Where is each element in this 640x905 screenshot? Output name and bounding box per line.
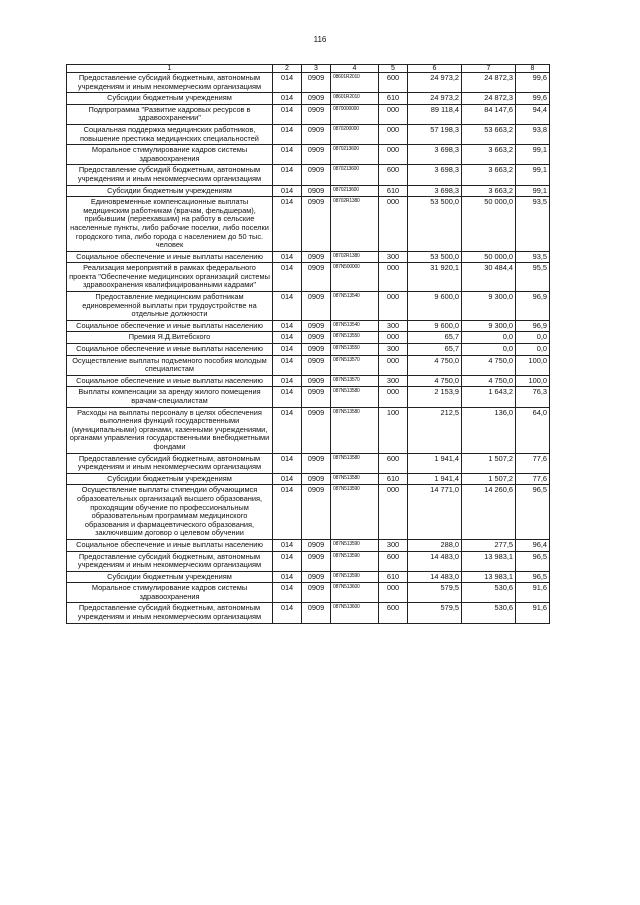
table-row bbox=[67, 185, 550, 197]
target-article-cell: 087N513580 bbox=[331, 453, 379, 473]
row-name-cell: Социальное обеспечение и иные выплаты населению bbox=[67, 344, 273, 356]
executed-amount-cell: 3 663,2 bbox=[462, 185, 516, 197]
row-name-cell: Субсидии бюджетным учреждениям bbox=[67, 473, 273, 485]
row-name-cell: Предоставление субсидий бюджетным, автономным учреждениям и иным некоммерческим организациям bbox=[67, 603, 273, 623]
row-name-cell: Осуществление выплаты подъемного пособия молодым специалистам bbox=[67, 355, 273, 375]
target-article-cell: 08702R1380 bbox=[331, 251, 379, 263]
planned-amount-cell: 24 973,2 bbox=[408, 93, 462, 105]
expense-type-cell: 000 bbox=[379, 387, 408, 407]
percent-cell: 96,5 bbox=[516, 571, 550, 583]
expense-type-cell: 300 bbox=[379, 539, 408, 551]
executed-amount-cell: 136,0 bbox=[462, 407, 516, 453]
section-code-cell: 0909 bbox=[302, 551, 331, 571]
section-code-cell: 0909 bbox=[302, 320, 331, 332]
percent-cell: 91,6 bbox=[516, 583, 550, 603]
expense-type-cell: 000 bbox=[379, 197, 408, 252]
section-code-cell: 0909 bbox=[302, 332, 331, 344]
ministry-code-cell: 014 bbox=[273, 539, 302, 551]
expense-type-cell: 610 bbox=[379, 473, 408, 485]
percent-cell: 96,4 bbox=[516, 539, 550, 551]
section-code-cell: 0909 bbox=[302, 145, 331, 165]
row-name-cell: Социальное обеспечение и иные выплаты населению bbox=[67, 251, 273, 263]
table-row bbox=[67, 603, 550, 623]
row-name-cell: Расходы на выплаты персоналу в целях обеспечения выполнения функций государственными (муниципальными) органами, казенными учреждениями, органами управления государственными внебюджетными фондами bbox=[67, 407, 273, 453]
row-name-cell: Подпрограмма "Развитие кадровых ресурсов в здравоохранении" bbox=[67, 104, 273, 124]
row-name-cell: Субсидии бюджетным учреждениям bbox=[67, 185, 273, 197]
target-article-cell: 087N513540 bbox=[331, 292, 379, 321]
planned-amount-cell: 65,7 bbox=[408, 332, 462, 344]
planned-amount-cell: 14 483,0 bbox=[408, 551, 462, 571]
ministry-code-cell: 014 bbox=[273, 197, 302, 252]
executed-amount-cell: 530,6 bbox=[462, 583, 516, 603]
table-row bbox=[67, 73, 550, 93]
planned-amount-cell: 3 698,3 bbox=[408, 145, 462, 165]
target-article-cell: 0870213600 bbox=[331, 185, 379, 197]
section-code-cell: 0909 bbox=[302, 93, 331, 105]
executed-amount-cell: 9 300,0 bbox=[462, 292, 516, 321]
section-code-cell: 0909 bbox=[302, 485, 331, 540]
ministry-code-cell: 014 bbox=[273, 485, 302, 540]
percent-cell: 64,0 bbox=[516, 407, 550, 453]
target-article-cell: 087N513600 bbox=[331, 603, 379, 623]
percent-cell: 99,1 bbox=[516, 185, 550, 197]
percent-cell: 99,1 bbox=[516, 145, 550, 165]
table-row bbox=[67, 93, 550, 105]
section-code-cell: 0909 bbox=[302, 104, 331, 124]
executed-amount-cell: 277,5 bbox=[462, 539, 516, 551]
percent-cell: 77,6 bbox=[516, 453, 550, 473]
executed-amount-cell: 4 750,0 bbox=[462, 355, 516, 375]
executed-amount-cell: 0,0 bbox=[462, 344, 516, 356]
row-name-cell: Предоставление субсидий бюджетным, автономным учреждениям и иным некоммерческим организациям bbox=[67, 551, 273, 571]
ministry-code-cell: 014 bbox=[273, 603, 302, 623]
ministry-code-cell: 014 bbox=[273, 263, 302, 292]
table-row bbox=[67, 263, 550, 292]
row-name-cell: Социальная поддержка медицинских работников, повышение престижа медицинских специальностей bbox=[67, 124, 273, 144]
executed-amount-cell: 1 643,2 bbox=[462, 387, 516, 407]
table-row bbox=[67, 539, 550, 551]
row-name-cell: Выплаты компенсации за аренду жилого помещения врачам-специалистам bbox=[67, 387, 273, 407]
row-name-cell: Единовременные компенсационные выплаты медицинским работникам (врачам, фельдшерам), прибывшим (переехавшим) на работу в сельские населенные пункты, либо рабочие поселки, либо поселки городского типа, либо города с населением до 50 тыс. человек bbox=[67, 197, 273, 252]
ministry-code-cell: 014 bbox=[273, 104, 302, 124]
target-article-cell: 087N513590 bbox=[331, 485, 379, 540]
table-row bbox=[67, 292, 550, 321]
section-code-cell: 0909 bbox=[302, 344, 331, 356]
table-row bbox=[67, 251, 550, 263]
executed-amount-cell: 50 000,0 bbox=[462, 197, 516, 252]
percent-cell: 95,5 bbox=[516, 263, 550, 292]
percent-cell: 76,3 bbox=[516, 387, 550, 407]
column-header-4: 4 bbox=[331, 65, 379, 73]
ministry-code-cell: 014 bbox=[273, 332, 302, 344]
executed-amount-cell: 9 300,0 bbox=[462, 320, 516, 332]
table-row bbox=[67, 485, 550, 540]
target-article-cell: 08601R2010 bbox=[331, 93, 379, 105]
table-row bbox=[67, 145, 550, 165]
planned-amount-cell: 65,7 bbox=[408, 344, 462, 356]
expense-type-cell: 300 bbox=[379, 344, 408, 356]
ministry-code-cell: 014 bbox=[273, 583, 302, 603]
section-code-cell: 0909 bbox=[302, 375, 331, 387]
executed-amount-cell: 24 872,3 bbox=[462, 73, 516, 93]
executed-amount-cell: 1 507,2 bbox=[462, 453, 516, 473]
expense-type-cell: 000 bbox=[379, 145, 408, 165]
ministry-code-cell: 014 bbox=[273, 320, 302, 332]
target-article-cell: 087N513580 bbox=[331, 387, 379, 407]
target-article-cell: 087N513580 bbox=[331, 407, 379, 453]
planned-amount-cell: 212,5 bbox=[408, 407, 462, 453]
target-article-cell: 087N513590 bbox=[331, 539, 379, 551]
table-row bbox=[67, 583, 550, 603]
expense-type-cell: 610 bbox=[379, 185, 408, 197]
row-name-cell: Осуществление выплаты стипендии обучающимся образовательных организаций высшего образования, проходящим обучение по профессиональным образовательным программам медицинского образования и фармацевтического образования, заключившим договор о целевом обучении bbox=[67, 485, 273, 540]
ministry-code-cell: 014 bbox=[273, 165, 302, 185]
planned-amount-cell: 2 153,9 bbox=[408, 387, 462, 407]
table-row bbox=[67, 124, 550, 144]
percent-cell: 77,6 bbox=[516, 473, 550, 485]
section-code-cell: 0909 bbox=[302, 453, 331, 473]
section-code-cell: 0909 bbox=[302, 292, 331, 321]
percent-cell: 100,0 bbox=[516, 375, 550, 387]
table-row bbox=[67, 332, 550, 344]
executed-amount-cell: 1 507,2 bbox=[462, 473, 516, 485]
planned-amount-cell: 14 483,0 bbox=[408, 571, 462, 583]
row-name-cell: Моральное стимулирование кадров системы здравоохранения bbox=[67, 583, 273, 603]
target-article-cell: 087N513550 bbox=[331, 332, 379, 344]
target-article-cell: 087N513590 bbox=[331, 551, 379, 571]
table-row bbox=[67, 104, 550, 124]
planned-amount-cell: 1 941,4 bbox=[408, 453, 462, 473]
target-article-cell: 0870213600 bbox=[331, 145, 379, 165]
target-article-cell: 087N513550 bbox=[331, 344, 379, 356]
expense-type-cell: 600 bbox=[379, 453, 408, 473]
planned-amount-cell: 31 920,1 bbox=[408, 263, 462, 292]
expense-type-cell: 600 bbox=[379, 551, 408, 571]
target-article-cell: 087N513590 bbox=[331, 571, 379, 583]
table-row bbox=[67, 165, 550, 185]
percent-cell: 93,8 bbox=[516, 124, 550, 144]
section-code-cell: 0909 bbox=[302, 185, 331, 197]
percent-cell: 0,0 bbox=[516, 344, 550, 356]
planned-amount-cell: 53 500,0 bbox=[408, 251, 462, 263]
target-article-cell: 087N513540 bbox=[331, 320, 379, 332]
planned-amount-cell: 9 600,0 bbox=[408, 292, 462, 321]
section-code-cell: 0909 bbox=[302, 407, 331, 453]
planned-amount-cell: 1 941,4 bbox=[408, 473, 462, 485]
section-code-cell: 0909 bbox=[302, 603, 331, 623]
section-code-cell: 0909 bbox=[302, 473, 331, 485]
ministry-code-cell: 014 bbox=[273, 251, 302, 263]
expense-type-cell: 000 bbox=[379, 263, 408, 292]
expense-type-cell: 300 bbox=[379, 251, 408, 263]
table-row bbox=[67, 473, 550, 485]
row-name-cell: Предоставление медицинским работникам единовременной выплаты при трудоустройстве на отдельные должности bbox=[67, 292, 273, 321]
column-header-3: 3 bbox=[302, 65, 331, 73]
table-row bbox=[67, 551, 550, 571]
percent-cell: 96,5 bbox=[516, 485, 550, 540]
column-header-6: 6 bbox=[408, 65, 462, 73]
executed-amount-cell: 84 147,6 bbox=[462, 104, 516, 124]
ministry-code-cell: 014 bbox=[273, 124, 302, 144]
ministry-code-cell: 014 bbox=[273, 407, 302, 453]
ministry-code-cell: 014 bbox=[273, 551, 302, 571]
planned-amount-cell: 4 750,0 bbox=[408, 355, 462, 375]
section-code-cell: 0909 bbox=[302, 251, 331, 263]
planned-amount-cell: 3 698,3 bbox=[408, 165, 462, 185]
expense-type-cell: 600 bbox=[379, 165, 408, 185]
row-name-cell: Предоставление субсидий бюджетным, автономным учреждениям и иным некоммерческим организациям bbox=[67, 73, 273, 93]
row-name-cell: Реализация мероприятий в рамках федерального проекта "Обеспечение медицинских организаций системы здравоохранения квалифицированными кадрами" bbox=[67, 263, 273, 292]
table-row bbox=[67, 387, 550, 407]
executed-amount-cell: 0,0 bbox=[462, 332, 516, 344]
row-name-cell: Премия Я.Д.Витебского bbox=[67, 332, 273, 344]
planned-amount-cell: 4 750,0 bbox=[408, 375, 462, 387]
section-code-cell: 0909 bbox=[302, 197, 331, 252]
ministry-code-cell: 014 bbox=[273, 344, 302, 356]
executed-amount-cell: 530,6 bbox=[462, 603, 516, 623]
row-name-cell: Субсидии бюджетным учреждениям bbox=[67, 571, 273, 583]
column-header-2: 2 bbox=[273, 65, 302, 73]
percent-cell: 91,6 bbox=[516, 603, 550, 623]
expense-type-cell: 000 bbox=[379, 583, 408, 603]
row-name-cell: Моральное стимулирование кадров системы здравоохранения bbox=[67, 145, 273, 165]
executed-amount-cell: 53 663,2 bbox=[462, 124, 516, 144]
expense-type-cell: 000 bbox=[379, 124, 408, 144]
expense-type-cell: 000 bbox=[379, 332, 408, 344]
table-row bbox=[67, 571, 550, 583]
row-name-cell: Социальное обеспечение и иные выплаты населению bbox=[67, 320, 273, 332]
executed-amount-cell: 13 983,1 bbox=[462, 551, 516, 571]
table-row bbox=[67, 355, 550, 375]
expense-type-cell: 600 bbox=[379, 73, 408, 93]
ministry-code-cell: 014 bbox=[273, 93, 302, 105]
row-name-cell: Социальное обеспечение и иные выплаты населению bbox=[67, 539, 273, 551]
executed-amount-cell: 24 872,3 bbox=[462, 93, 516, 105]
target-article-cell: 087N513570 bbox=[331, 355, 379, 375]
planned-amount-cell: 9 600,0 bbox=[408, 320, 462, 332]
table-row bbox=[67, 375, 550, 387]
planned-amount-cell: 57 198,3 bbox=[408, 124, 462, 144]
table-row bbox=[67, 407, 550, 453]
executed-amount-cell: 50 000,0 bbox=[462, 251, 516, 263]
table-row bbox=[67, 320, 550, 332]
percent-cell: 0,0 bbox=[516, 332, 550, 344]
ministry-code-cell: 014 bbox=[273, 145, 302, 165]
ministry-code-cell: 014 bbox=[273, 73, 302, 93]
ministry-code-cell: 014 bbox=[273, 387, 302, 407]
target-article-cell: 08702R1380 bbox=[331, 197, 379, 252]
row-name-cell: Предоставление субсидий бюджетным, автономным учреждениям и иным некоммерческим организациям bbox=[67, 453, 273, 473]
expense-type-cell: 000 bbox=[379, 292, 408, 321]
target-article-cell: 087N500000 bbox=[331, 263, 379, 292]
percent-cell: 93,5 bbox=[516, 197, 550, 252]
expense-type-cell: 000 bbox=[379, 104, 408, 124]
expense-type-cell: 000 bbox=[379, 355, 408, 375]
planned-amount-cell: 89 118,4 bbox=[408, 104, 462, 124]
expense-type-cell: 100 bbox=[379, 407, 408, 453]
executed-amount-cell: 4 750,0 bbox=[462, 375, 516, 387]
table-row bbox=[67, 197, 550, 252]
section-code-cell: 0909 bbox=[302, 124, 331, 144]
target-article-cell: 0870000000 bbox=[331, 104, 379, 124]
section-code-cell: 0909 bbox=[302, 165, 331, 185]
row-name-cell: Субсидии бюджетным учреждениям bbox=[67, 93, 273, 105]
executed-amount-cell: 13 983,1 bbox=[462, 571, 516, 583]
column-header-7: 7 bbox=[462, 65, 516, 73]
percent-cell: 96,9 bbox=[516, 320, 550, 332]
ministry-code-cell: 014 bbox=[273, 571, 302, 583]
section-code-cell: 0909 bbox=[302, 73, 331, 93]
executed-amount-cell: 30 484,4 bbox=[462, 263, 516, 292]
ministry-code-cell: 014 bbox=[273, 453, 302, 473]
expense-type-cell: 300 bbox=[379, 320, 408, 332]
percent-cell: 99,6 bbox=[516, 93, 550, 105]
table-row bbox=[67, 344, 550, 356]
section-code-cell: 0909 bbox=[302, 571, 331, 583]
target-article-cell: 0870200000 bbox=[331, 124, 379, 144]
percent-cell: 100,0 bbox=[516, 355, 550, 375]
section-code-cell: 0909 bbox=[302, 583, 331, 603]
section-code-cell: 0909 bbox=[302, 355, 331, 375]
percent-cell: 99,6 bbox=[516, 73, 550, 93]
ministry-code-cell: 014 bbox=[273, 292, 302, 321]
planned-amount-cell: 579,5 bbox=[408, 583, 462, 603]
ministry-code-cell: 014 bbox=[273, 473, 302, 485]
column-header-row bbox=[67, 65, 550, 73]
planned-amount-cell: 14 771,0 bbox=[408, 485, 462, 540]
target-article-cell: 087N513580 bbox=[331, 473, 379, 485]
executed-amount-cell: 14 260,6 bbox=[462, 485, 516, 540]
percent-cell: 96,9 bbox=[516, 292, 550, 321]
section-code-cell: 0909 bbox=[302, 539, 331, 551]
expense-type-cell: 610 bbox=[379, 571, 408, 583]
table-body bbox=[67, 65, 550, 624]
target-article-cell: 087N513570 bbox=[331, 375, 379, 387]
executed-amount-cell: 3 663,2 bbox=[462, 165, 516, 185]
expense-type-cell: 000 bbox=[379, 485, 408, 540]
percent-cell: 94,4 bbox=[516, 104, 550, 124]
planned-amount-cell: 24 973,2 bbox=[408, 73, 462, 93]
planned-amount-cell: 3 698,3 bbox=[408, 185, 462, 197]
expense-type-cell: 600 bbox=[379, 603, 408, 623]
expense-type-cell: 610 bbox=[379, 93, 408, 105]
target-article-cell: 08601R2010 bbox=[331, 73, 379, 93]
target-article-cell: 0870213600 bbox=[331, 165, 379, 185]
percent-cell: 93,5 bbox=[516, 251, 550, 263]
planned-amount-cell: 53 500,0 bbox=[408, 197, 462, 252]
percent-cell: 96,5 bbox=[516, 551, 550, 571]
page-number: 116 bbox=[313, 35, 327, 44]
executed-amount-cell: 3 663,2 bbox=[462, 145, 516, 165]
target-article-cell: 087N513600 bbox=[331, 583, 379, 603]
column-header-8: 8 bbox=[516, 65, 550, 73]
percent-cell: 99,1 bbox=[516, 165, 550, 185]
section-code-cell: 0909 bbox=[302, 387, 331, 407]
row-name-cell: Социальное обеспечение и иные выплаты населению bbox=[67, 375, 273, 387]
row-name-cell: Предоставление субсидий бюджетным, автономным учреждениям и иным некоммерческим организациям bbox=[67, 165, 273, 185]
ministry-code-cell: 014 bbox=[273, 375, 302, 387]
expense-type-cell: 300 bbox=[379, 375, 408, 387]
table-row bbox=[67, 453, 550, 473]
budget-table bbox=[66, 64, 550, 624]
ministry-code-cell: 014 bbox=[273, 185, 302, 197]
section-code-cell: 0909 bbox=[302, 263, 331, 292]
planned-amount-cell: 288,0 bbox=[408, 539, 462, 551]
column-header-1: 1 bbox=[67, 65, 273, 73]
planned-amount-cell: 579,5 bbox=[408, 603, 462, 623]
ministry-code-cell: 014 bbox=[273, 355, 302, 375]
column-header-5: 5 bbox=[379, 65, 408, 73]
